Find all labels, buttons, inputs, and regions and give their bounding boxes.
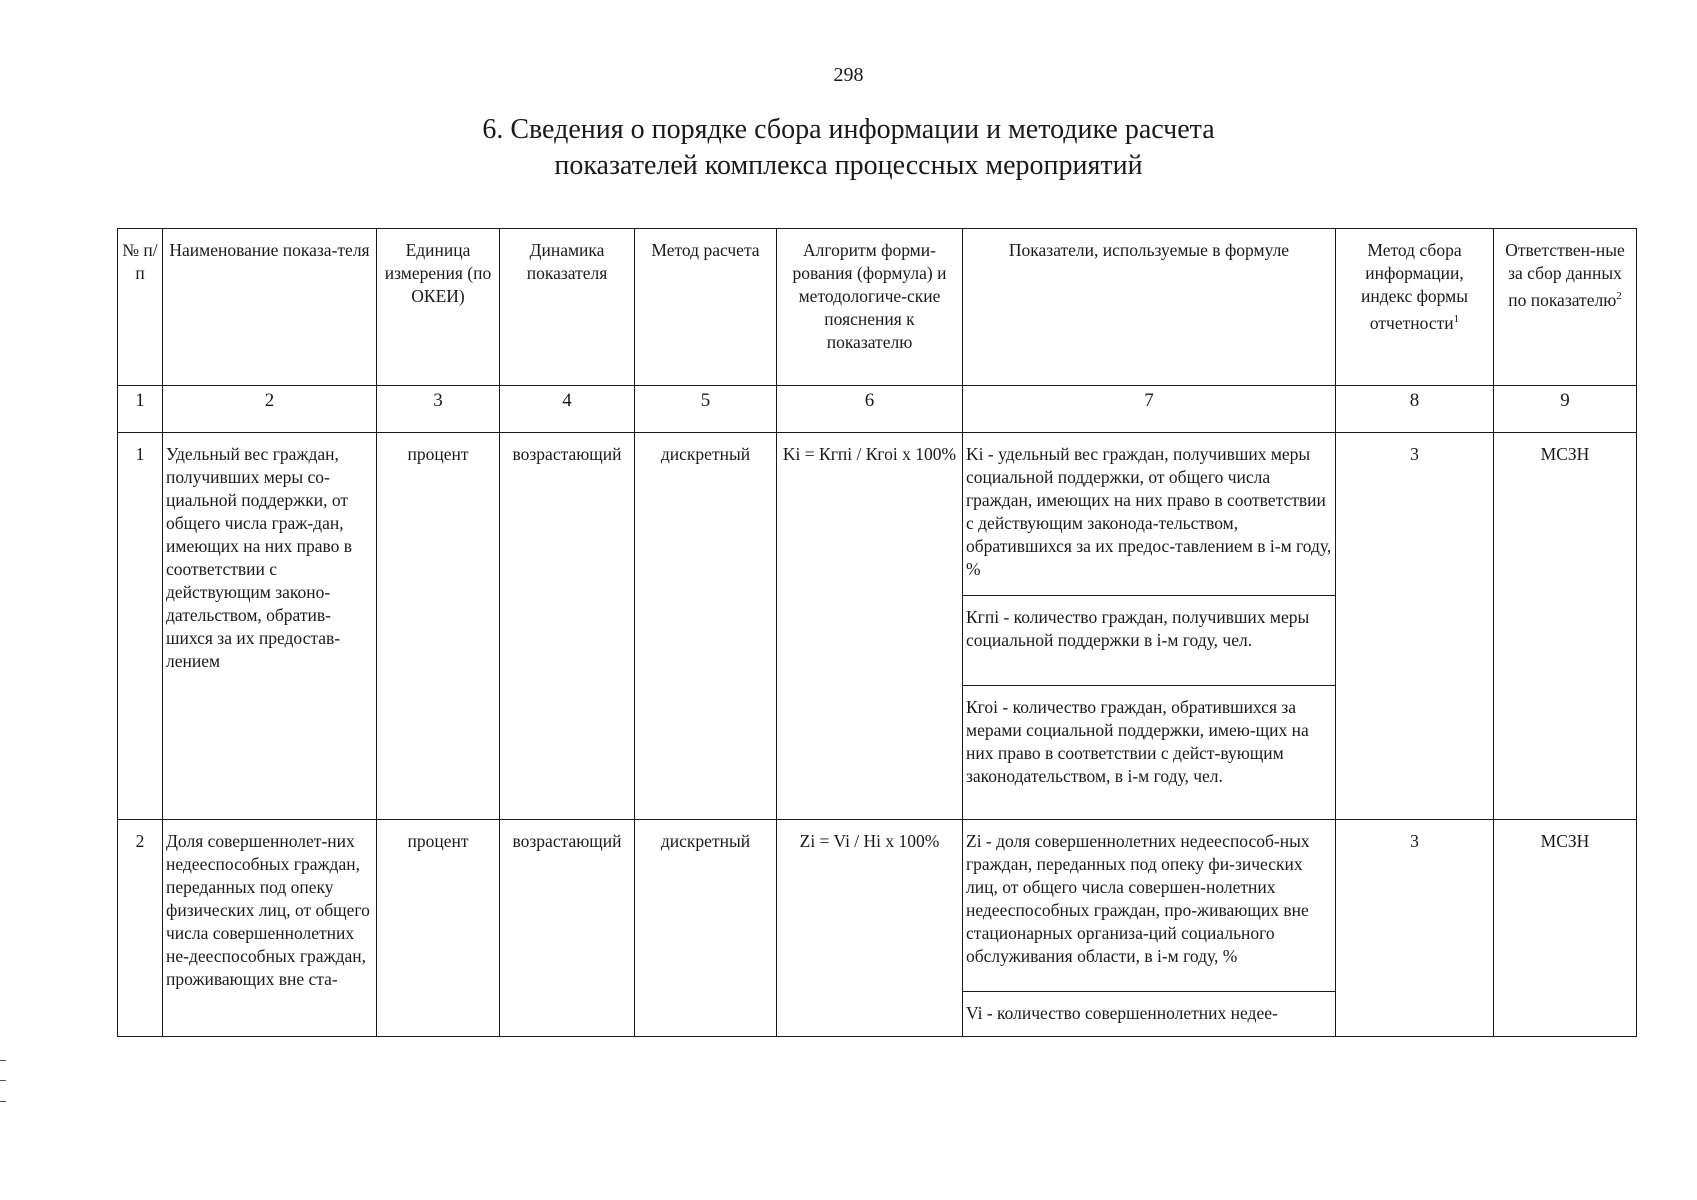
- col-number: 8: [1336, 386, 1494, 433]
- indicators-table: [117, 228, 1637, 1037]
- col-number: 1: [118, 386, 163, 433]
- title-line-2: показателей комплекса процессных мероприятий: [554, 150, 1143, 181]
- header-responsible: [1494, 229, 1637, 386]
- header-responsible-text: Ответствен-ные за сбор данных по показателю: [1505, 240, 1625, 310]
- header-collection: [1336, 229, 1494, 386]
- col-number: 6: [777, 386, 963, 433]
- header-row: [118, 229, 1637, 386]
- title-line-1: 6. Сведения о порядке сбора информации и методике расчета: [482, 114, 1215, 145]
- header-indicators: Показатели, используемые в формуле: [963, 229, 1336, 386]
- col-number: 5: [635, 386, 777, 433]
- header-num: № п/п: [118, 229, 163, 386]
- row-collection: 3: [1336, 820, 1494, 1037]
- footnote-2-mark: 2: [1616, 290, 1622, 302]
- indicator-cell: Zi - доля совершеннолетних недееспособ-ных граждан, переданных под опеку фи-зических лиц, от общего числа совершен-нолетних недееспособных граждан, про-живающих вне стационарных организа-ций социального обслуживания области, в i-м году, %: [963, 820, 1336, 992]
- row-collection: 3: [1336, 433, 1494, 820]
- row-num: 1: [118, 433, 163, 820]
- row-num: 2: [118, 820, 163, 1037]
- indicator-cell: Кгоi - количество граждан, обратившихся за мерами социальной поддержки, имею-щих на них право в соответствии с дейст-вующим законодательством, в i-м году, чел.: [963, 686, 1336, 820]
- header-collection-text: Метод сбора информации, индекс формы отчетности: [1360, 240, 1469, 333]
- row-dynamics: возрастающий: [500, 820, 635, 1037]
- footnote-1-mark: 1: [1453, 313, 1460, 325]
- row-name: Доля совершеннолет-них недееспособных граждан, переданных под опеку физических лиц, от общего числа совершеннолетних не-дееспособных граждан, проживающих вне ста-: [163, 820, 377, 1037]
- row-unit: процент: [377, 433, 500, 820]
- row-formula: Ki = Кгпi / Кгоi x 100%: [777, 433, 963, 820]
- indicator-cell: Кгпi - количество граждан, получивших меры социальной поддержки в i-м году, чел.: [963, 596, 1336, 686]
- page-title: [0, 112, 1697, 184]
- header-method: Метод расчета: [635, 229, 777, 386]
- col-number: 9: [1494, 386, 1637, 433]
- table-row: [118, 820, 1637, 992]
- indicator-cell: Ki - удельный вес граждан, получивших меры социальной поддержки, от общего числа граждан, имеющих на них право в соответствии с действующим законода-тельством, обратившихся за их предос-тавлением в i-м году, %: [963, 433, 1336, 596]
- table-row: [118, 433, 1637, 596]
- col-number: 7: [963, 386, 1336, 433]
- row-unit: процент: [377, 820, 500, 1037]
- page-number: 298: [833, 64, 864, 86]
- row-method: дискретный: [635, 433, 777, 820]
- row-responsible: МСЗН: [1494, 433, 1637, 820]
- header-algorithm: Алгоритм форми-рования (формула) и методологиче-ские пояснения к показателю: [777, 229, 963, 386]
- col-number: 2: [163, 386, 377, 433]
- row-method: дискретный: [635, 820, 777, 1037]
- indicator-cell: Vi - количество совершеннолетних недее-: [963, 992, 1336, 1037]
- row-dynamics: возрастающий: [500, 433, 635, 820]
- row-name: Удельный вес граждан, получивших меры со-циальной поддержки, от общего числа граж-дан, имеющих на них право в соответствии с действующим законо-дательством, обратив-шихся за их предостав-лением: [163, 433, 377, 820]
- col-number: 3: [377, 386, 500, 433]
- scan-margin-mark: [0, 1060, 6, 1102]
- row-formula: Zi = Vi / Hi x 100%: [777, 820, 963, 1037]
- col-number: 4: [500, 386, 635, 433]
- header-dynamics: Динамика показателя: [500, 229, 635, 386]
- header-name: Наименование показа-теля: [163, 229, 377, 386]
- header-unit: Единица измерения (по ОКЕИ): [377, 229, 500, 386]
- column-number-row: [118, 386, 1637, 433]
- row-responsible: МСЗН: [1494, 820, 1637, 1037]
